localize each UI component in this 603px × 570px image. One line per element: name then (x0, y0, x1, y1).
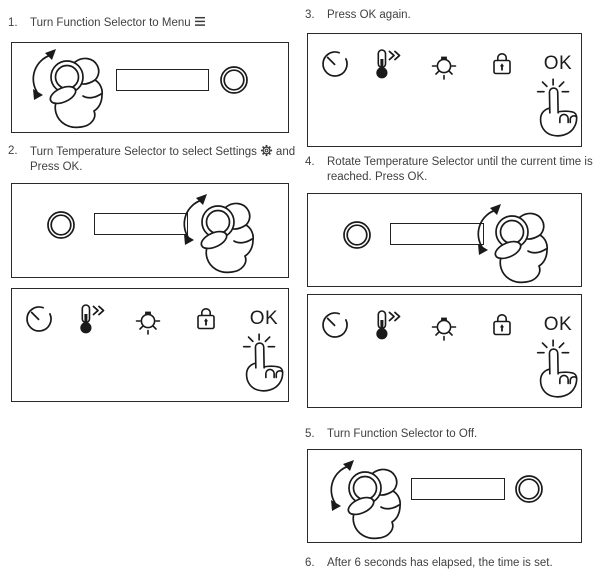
step-5 (305, 427, 597, 442)
panel-step4-knob-display (307, 193, 582, 287)
press-hand-icon (236, 333, 288, 395)
step-1-number: 1. (8, 17, 18, 29)
step-3-number: 3. (305, 9, 315, 21)
door-lock-icon (486, 48, 518, 80)
step-4 (305, 155, 599, 184)
panel-step3-icon-row (307, 33, 582, 147)
step-1-text (30, 16, 296, 31)
settings-icon (260, 144, 273, 157)
panel-step5-knob-display (307, 449, 582, 543)
ok-label: OK (543, 53, 573, 74)
ok-label: OK (543, 314, 573, 335)
step-3-text: Press OK again. (327, 9, 411, 21)
step-2 (8, 144, 300, 174)
step-5-text: Turn Function Selector to Off. (327, 428, 478, 440)
preheat-icon (368, 48, 402, 80)
display-window (116, 69, 209, 91)
press-hand-icon (530, 78, 582, 140)
step-5-number: 5. (305, 428, 315, 440)
door-lock-icon (486, 309, 518, 341)
oven-light-icon (132, 303, 164, 335)
panel-step2-knob-display (11, 183, 289, 278)
oven-light-icon (428, 309, 460, 341)
step-2-number: 2. (8, 145, 18, 157)
menu-icon (194, 16, 206, 27)
step-2-text (30, 144, 300, 174)
step-1-text-segment: Turn Function Selector to Menu (30, 17, 191, 29)
panel-step2-icon-row (11, 288, 289, 402)
rotate-knob-hand-icon (468, 200, 576, 284)
step-2-text-segment: Turn Temperature Selector to select Settings (30, 146, 257, 158)
timer-icon (23, 303, 55, 335)
oven-light-icon (428, 48, 460, 80)
selector-knob-icon (219, 65, 249, 95)
press-hand-icon (530, 339, 582, 401)
step-4-line2: reached. Press OK. (327, 170, 428, 183)
preheat-icon (72, 303, 106, 335)
selector-knob-icon (514, 474, 544, 504)
rotate-knob-hand-icon (23, 45, 131, 129)
step-3 (305, 8, 597, 23)
timer-icon (319, 48, 351, 80)
selector-knob-icon (342, 220, 372, 250)
step-6 (305, 556, 603, 570)
step-2-text-after: and (275, 146, 296, 158)
step-4-line1: Rotate Temperature Selector until the current time is (327, 156, 593, 168)
step-6-text: After 6 seconds has elapsed, the time is set. (327, 557, 553, 569)
display-window (411, 478, 505, 500)
ok-label: OK (249, 308, 279, 329)
step-2-line2: Press OK. (30, 160, 83, 173)
step-4-number: 4. (305, 156, 315, 168)
timer-icon (319, 309, 351, 341)
step-4-text (327, 155, 599, 184)
step-1 (8, 16, 296, 31)
preheat-icon (368, 309, 402, 341)
rotate-knob-hand-icon (174, 190, 282, 274)
panel-step1-knob-display (11, 42, 289, 133)
step-6-number: 6. (305, 557, 315, 569)
panel-step4-icon-row (307, 294, 582, 408)
door-lock-icon (190, 303, 222, 335)
selector-knob-icon (46, 210, 76, 240)
